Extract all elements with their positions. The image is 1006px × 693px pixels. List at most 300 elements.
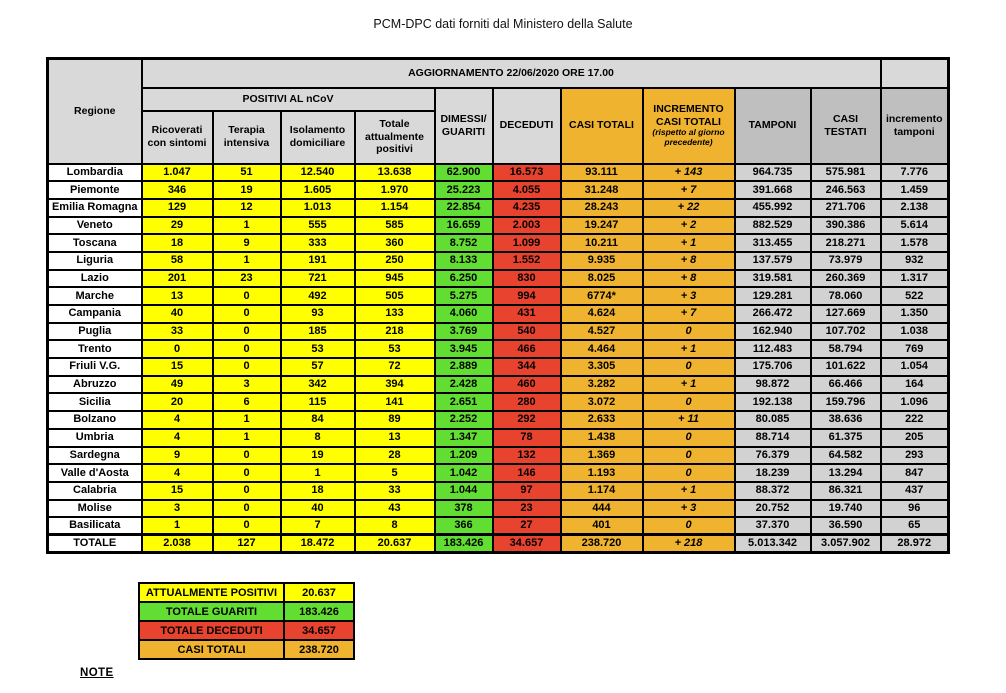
deceduti-cell: 466 bbox=[493, 340, 561, 358]
isolamento-cell: 40 bbox=[281, 500, 355, 518]
region-cell: TOTALE bbox=[48, 535, 142, 553]
incremento-casi-cell: + 8 bbox=[643, 270, 735, 288]
dimessi-guariti-cell: 2.252 bbox=[435, 411, 493, 429]
table-row bbox=[48, 181, 949, 199]
totale-positivi-cell: 28 bbox=[355, 447, 435, 465]
incremento-tamponi-cell: 1.317 bbox=[881, 270, 949, 288]
summary-label: TOTALE DECEDUTI bbox=[139, 621, 284, 640]
column-header-incremento-casi-totali bbox=[643, 88, 735, 164]
summary-label: TOTALE GUARITI bbox=[139, 602, 284, 621]
ricoverati-cell: 20 bbox=[142, 393, 213, 411]
incremento-casi-cell: + 1 bbox=[643, 376, 735, 394]
deceduti-cell: 34.657 bbox=[493, 535, 561, 553]
incremento-tamponi-cell: 1.459 bbox=[881, 181, 949, 199]
casi-testati-cell: 3.057.902 bbox=[811, 535, 881, 553]
ricoverati-cell: 1 bbox=[142, 517, 213, 535]
table-row bbox=[48, 340, 949, 358]
deceduti-cell: 16.573 bbox=[493, 164, 561, 182]
table-row bbox=[48, 217, 949, 235]
incremento-casi-cell: 0 bbox=[643, 323, 735, 341]
casi-totali-cell: 8.025 bbox=[561, 270, 643, 288]
totale-positivi-cell: 1.970 bbox=[355, 181, 435, 199]
incremento-tamponi-cell: 293 bbox=[881, 447, 949, 465]
terapia-intensiva-cell: 0 bbox=[213, 340, 281, 358]
totale-positivi-cell: 505 bbox=[355, 287, 435, 305]
summary-row bbox=[139, 621, 354, 640]
region-cell: Sardegna bbox=[48, 447, 142, 465]
incremento-casi-cell: + 1 bbox=[643, 234, 735, 252]
table-row bbox=[48, 164, 949, 182]
tamponi-cell: 455.992 bbox=[735, 199, 811, 217]
region-cell: Puglia bbox=[48, 323, 142, 341]
dimessi-guariti-cell: 5.275 bbox=[435, 287, 493, 305]
ricoverati-cell: 1.047 bbox=[142, 164, 213, 182]
incremento-tamponi-cell: 932 bbox=[881, 252, 949, 270]
isolamento-cell: 57 bbox=[281, 358, 355, 376]
column-group-positivi: POSITIVI AL nCoV bbox=[142, 88, 435, 111]
incremento-tamponi-cell: 5.614 bbox=[881, 217, 949, 235]
incremento-casi-cell: + 3 bbox=[643, 500, 735, 518]
casi-totali-cell: 3.282 bbox=[561, 376, 643, 394]
incremento-tamponi-cell: 1.350 bbox=[881, 305, 949, 323]
tamponi-cell: 112.483 bbox=[735, 340, 811, 358]
terapia-intensiva-cell: 1 bbox=[213, 429, 281, 447]
region-cell: Friuli V.G. bbox=[48, 358, 142, 376]
table-row bbox=[48, 287, 949, 305]
casi-testati-cell: 260.369 bbox=[811, 270, 881, 288]
ricoverati-cell: 0 bbox=[142, 340, 213, 358]
table-row bbox=[48, 376, 949, 394]
table-row bbox=[48, 393, 949, 411]
terapia-intensiva-cell: 12 bbox=[213, 199, 281, 217]
table-row bbox=[48, 429, 949, 447]
totale-positivi-cell: 13.638 bbox=[355, 164, 435, 182]
incremento-header-label: INCREMENTO CASI TOTALI bbox=[653, 103, 724, 128]
isolamento-cell: 555 bbox=[281, 217, 355, 235]
terapia-intensiva-cell: 1 bbox=[213, 217, 281, 235]
region-cell: Sicilia bbox=[48, 393, 142, 411]
totale-positivi-cell: 133 bbox=[355, 305, 435, 323]
tamponi-cell: 5.013.342 bbox=[735, 535, 811, 553]
casi-testati-cell: 271.706 bbox=[811, 199, 881, 217]
incremento-casi-cell: + 1 bbox=[643, 482, 735, 500]
totale-positivi-cell: 585 bbox=[355, 217, 435, 235]
ricoverati-cell: 4 bbox=[142, 464, 213, 482]
ricoverati-cell: 4 bbox=[142, 411, 213, 429]
isolamento-cell: 492 bbox=[281, 287, 355, 305]
tamponi-cell: 18.239 bbox=[735, 464, 811, 482]
dimessi-guariti-cell: 183.426 bbox=[435, 535, 493, 553]
dimessi-guariti-cell: 8.133 bbox=[435, 252, 493, 270]
isolamento-cell: 18.472 bbox=[281, 535, 355, 553]
isolamento-cell: 333 bbox=[281, 234, 355, 252]
casi-testati-cell: 58.794 bbox=[811, 340, 881, 358]
incremento-tamponi-cell: 522 bbox=[881, 287, 949, 305]
totale-positivi-cell: 218 bbox=[355, 323, 435, 341]
dimessi-guariti-cell: 1.209 bbox=[435, 447, 493, 465]
incremento-tamponi-cell: 96 bbox=[881, 500, 949, 518]
incremento-tamponi-cell: 769 bbox=[881, 340, 949, 358]
region-cell: Abruzzo bbox=[48, 376, 142, 394]
table-row bbox=[48, 482, 949, 500]
tamponi-cell: 80.085 bbox=[735, 411, 811, 429]
terapia-intensiva-cell: 0 bbox=[213, 500, 281, 518]
casi-testati-cell: 66.466 bbox=[811, 376, 881, 394]
summary-value: 20.637 bbox=[284, 583, 354, 602]
casi-testati-cell: 78.060 bbox=[811, 287, 881, 305]
isolamento-cell: 19 bbox=[281, 447, 355, 465]
table-row bbox=[48, 517, 949, 535]
terapia-intensiva-cell: 0 bbox=[213, 447, 281, 465]
dimessi-guariti-cell: 6.250 bbox=[435, 270, 493, 288]
casi-totali-cell: 4.624 bbox=[561, 305, 643, 323]
header-row-groups bbox=[48, 88, 949, 111]
totale-positivi-cell: 141 bbox=[355, 393, 435, 411]
casi-totali-cell: 6774* bbox=[561, 287, 643, 305]
deceduti-cell: 1.099 bbox=[493, 234, 561, 252]
tamponi-cell: 88.372 bbox=[735, 482, 811, 500]
table-row bbox=[48, 411, 949, 429]
casi-testati-cell: 19.740 bbox=[811, 500, 881, 518]
dimessi-guariti-cell: 4.060 bbox=[435, 305, 493, 323]
region-cell: Piemonte bbox=[48, 181, 142, 199]
deceduti-cell: 146 bbox=[493, 464, 561, 482]
table-row bbox=[48, 464, 949, 482]
summary-table bbox=[138, 582, 355, 660]
totale-positivi-cell: 945 bbox=[355, 270, 435, 288]
ricoverati-cell: 3 bbox=[142, 500, 213, 518]
casi-testati-cell: 101.622 bbox=[811, 358, 881, 376]
column-header-deceduti: DECEDUTI bbox=[493, 88, 561, 164]
incremento-casi-cell: 0 bbox=[643, 447, 735, 465]
casi-totali-cell: 31.248 bbox=[561, 181, 643, 199]
isolamento-cell: 185 bbox=[281, 323, 355, 341]
region-cell: Valle d'Aosta bbox=[48, 464, 142, 482]
terapia-intensiva-cell: 127 bbox=[213, 535, 281, 553]
table-row bbox=[48, 447, 949, 465]
region-cell: Trento bbox=[48, 340, 142, 358]
casi-totali-cell: 19.247 bbox=[561, 217, 643, 235]
incremento-tamponi-cell: 1.578 bbox=[881, 234, 949, 252]
dimessi-guariti-cell: 16.659 bbox=[435, 217, 493, 235]
isolamento-cell: 18 bbox=[281, 482, 355, 500]
isolamento-cell: 721 bbox=[281, 270, 355, 288]
incremento-tamponi-cell: 28.972 bbox=[881, 535, 949, 553]
totale-positivi-cell: 250 bbox=[355, 252, 435, 270]
tamponi-cell: 162.940 bbox=[735, 323, 811, 341]
dimessi-guariti-cell: 1.044 bbox=[435, 482, 493, 500]
dimessi-guariti-cell: 2.428 bbox=[435, 376, 493, 394]
table-row bbox=[48, 252, 949, 270]
casi-testati-cell: 61.375 bbox=[811, 429, 881, 447]
region-cell: Molise bbox=[48, 500, 142, 518]
deceduti-cell: 132 bbox=[493, 447, 561, 465]
terapia-intensiva-cell: 0 bbox=[213, 358, 281, 376]
column-header-regione: Regione bbox=[48, 59, 142, 164]
summary-row bbox=[139, 583, 354, 602]
casi-totali-cell: 3.305 bbox=[561, 358, 643, 376]
table-row bbox=[48, 500, 949, 518]
terapia-intensiva-cell: 0 bbox=[213, 305, 281, 323]
incremento-tamponi-cell: 65 bbox=[881, 517, 949, 535]
terapia-intensiva-cell: 1 bbox=[213, 252, 281, 270]
casi-totali-cell: 93.111 bbox=[561, 164, 643, 182]
column-header-isolamento: Isolamento domiciliare bbox=[281, 111, 355, 164]
incremento-tamponi-cell: 2.138 bbox=[881, 199, 949, 217]
incremento-casi-cell: 0 bbox=[643, 464, 735, 482]
incremento-casi-cell: + 2 bbox=[643, 217, 735, 235]
dimessi-guariti-cell: 22.854 bbox=[435, 199, 493, 217]
table-row bbox=[48, 270, 949, 288]
terapia-intensiva-cell: 0 bbox=[213, 517, 281, 535]
table-row bbox=[48, 234, 949, 252]
incremento-tamponi-cell: 222 bbox=[881, 411, 949, 429]
tamponi-cell: 129.281 bbox=[735, 287, 811, 305]
table-update-banner: AGGIORNAMENTO 22/06/2020 ORE 17.00 bbox=[142, 59, 881, 88]
incremento-casi-cell: + 7 bbox=[643, 305, 735, 323]
region-cell: Umbria bbox=[48, 429, 142, 447]
totale-positivi-cell: 394 bbox=[355, 376, 435, 394]
incremento-tamponi-cell: 205 bbox=[881, 429, 949, 447]
terapia-intensiva-cell: 0 bbox=[213, 482, 281, 500]
totale-positivi-cell: 89 bbox=[355, 411, 435, 429]
tamponi-cell: 76.379 bbox=[735, 447, 811, 465]
incremento-casi-cell: + 7 bbox=[643, 181, 735, 199]
deceduti-cell: 1.552 bbox=[493, 252, 561, 270]
totale-positivi-cell: 360 bbox=[355, 234, 435, 252]
region-cell: Bolzano bbox=[48, 411, 142, 429]
casi-totali-cell: 4.527 bbox=[561, 323, 643, 341]
isolamento-cell: 12.540 bbox=[281, 164, 355, 182]
tamponi-cell: 391.668 bbox=[735, 181, 811, 199]
totale-positivi-cell: 13 bbox=[355, 429, 435, 447]
ricoverati-cell: 4 bbox=[142, 429, 213, 447]
totale-positivi-cell: 20.637 bbox=[355, 535, 435, 553]
casi-testati-cell: 390.386 bbox=[811, 217, 881, 235]
incremento-casi-cell: 0 bbox=[643, 517, 735, 535]
tamponi-cell: 964.735 bbox=[735, 164, 811, 182]
region-cell: Lombardia bbox=[48, 164, 142, 182]
ricoverati-cell: 13 bbox=[142, 287, 213, 305]
ricoverati-cell: 2.038 bbox=[142, 535, 213, 553]
isolamento-cell: 93 bbox=[281, 305, 355, 323]
casi-testati-cell: 107.702 bbox=[811, 323, 881, 341]
region-cell: Calabria bbox=[48, 482, 142, 500]
totale-row bbox=[48, 535, 949, 553]
ricoverati-cell: 29 bbox=[142, 217, 213, 235]
dimessi-guariti-cell: 1.347 bbox=[435, 429, 493, 447]
casi-totali-cell: 4.464 bbox=[561, 340, 643, 358]
note-link[interactable]: NOTE bbox=[80, 667, 114, 679]
deceduti-cell: 830 bbox=[493, 270, 561, 288]
totale-positivi-cell: 1.154 bbox=[355, 199, 435, 217]
isolamento-cell: 1 bbox=[281, 464, 355, 482]
ricoverati-cell: 201 bbox=[142, 270, 213, 288]
column-header-casi-totali: CASI TOTALI bbox=[561, 88, 643, 164]
casi-totali-cell: 3.072 bbox=[561, 393, 643, 411]
terapia-intensiva-cell: 0 bbox=[213, 464, 281, 482]
terapia-intensiva-cell: 0 bbox=[213, 323, 281, 341]
deceduti-cell: 280 bbox=[493, 393, 561, 411]
terapia-intensiva-cell: 6 bbox=[213, 393, 281, 411]
table-row bbox=[48, 199, 949, 217]
dimessi-guariti-cell: 2.651 bbox=[435, 393, 493, 411]
deceduti-cell: 2.003 bbox=[493, 217, 561, 235]
dimessi-guariti-cell: 3.769 bbox=[435, 323, 493, 341]
totale-positivi-cell: 72 bbox=[355, 358, 435, 376]
tamponi-cell: 37.370 bbox=[735, 517, 811, 535]
terapia-intensiva-cell: 1 bbox=[213, 411, 281, 429]
incremento-casi-cell: + 1 bbox=[643, 340, 735, 358]
deceduti-cell: 431 bbox=[493, 305, 561, 323]
casi-testati-cell: 127.669 bbox=[811, 305, 881, 323]
region-cell: Lazio bbox=[48, 270, 142, 288]
totale-positivi-cell: 53 bbox=[355, 340, 435, 358]
tamponi-cell: 88.714 bbox=[735, 429, 811, 447]
incremento-casi-cell: + 8 bbox=[643, 252, 735, 270]
isolamento-cell: 7 bbox=[281, 517, 355, 535]
region-cell: Toscana bbox=[48, 234, 142, 252]
incremento-casi-cell: + 11 bbox=[643, 411, 735, 429]
region-cell: Campania bbox=[48, 305, 142, 323]
terapia-intensiva-cell: 51 bbox=[213, 164, 281, 182]
incremento-casi-cell: + 3 bbox=[643, 287, 735, 305]
totale-positivi-cell: 43 bbox=[355, 500, 435, 518]
covid-regional-table bbox=[46, 57, 950, 554]
deceduti-cell: 540 bbox=[493, 323, 561, 341]
ricoverati-cell: 33 bbox=[142, 323, 213, 341]
terapia-intensiva-cell: 9 bbox=[213, 234, 281, 252]
casi-testati-cell: 73.979 bbox=[811, 252, 881, 270]
column-header-casi-testati: CASI TESTATI bbox=[811, 88, 881, 164]
casi-totali-cell: 10.211 bbox=[561, 234, 643, 252]
region-cell: Emilia Romagna bbox=[48, 199, 142, 217]
incremento-casi-cell: 0 bbox=[643, 429, 735, 447]
deceduti-cell: 460 bbox=[493, 376, 561, 394]
deceduti-cell: 23 bbox=[493, 500, 561, 518]
casi-testati-cell: 575.981 bbox=[811, 164, 881, 182]
casi-totali-cell: 238.720 bbox=[561, 535, 643, 553]
summary-value: 183.426 bbox=[284, 602, 354, 621]
ricoverati-cell: 40 bbox=[142, 305, 213, 323]
dimessi-guariti-cell: 8.752 bbox=[435, 234, 493, 252]
isolamento-cell: 53 bbox=[281, 340, 355, 358]
totale-positivi-cell: 5 bbox=[355, 464, 435, 482]
tamponi-cell: 137.579 bbox=[735, 252, 811, 270]
dimessi-guariti-cell: 378 bbox=[435, 500, 493, 518]
tamponi-cell: 175.706 bbox=[735, 358, 811, 376]
casi-testati-cell: 64.582 bbox=[811, 447, 881, 465]
casi-testati-cell: 218.271 bbox=[811, 234, 881, 252]
summary-label: CASI TOTALI bbox=[139, 640, 284, 659]
casi-totali-cell: 9.935 bbox=[561, 252, 643, 270]
isolamento-cell: 1.013 bbox=[281, 199, 355, 217]
casi-testati-cell: 246.563 bbox=[811, 181, 881, 199]
summary-label: ATTUALMENTE POSITIVI bbox=[139, 583, 284, 602]
ricoverati-cell: 15 bbox=[142, 482, 213, 500]
incremento-tamponi-cell: 7.776 bbox=[881, 164, 949, 182]
incremento-casi-cell: 0 bbox=[643, 358, 735, 376]
column-header-incremento-tamponi: incremento tamponi bbox=[881, 88, 949, 164]
summary-row bbox=[139, 602, 354, 621]
incremento-header-note: (rispetto al giorno precedente) bbox=[652, 127, 725, 148]
tamponi-cell: 319.581 bbox=[735, 270, 811, 288]
incremento-tamponi-cell: 164 bbox=[881, 376, 949, 394]
incremento-casi-cell: 0 bbox=[643, 393, 735, 411]
incremento-tamponi-cell: 1.096 bbox=[881, 393, 949, 411]
isolamento-cell: 191 bbox=[281, 252, 355, 270]
terapia-intensiva-cell: 23 bbox=[213, 270, 281, 288]
tamponi-cell: 192.138 bbox=[735, 393, 811, 411]
column-header-totale-positivi: Totale attualmente positivi bbox=[355, 111, 435, 164]
terapia-intensiva-cell: 0 bbox=[213, 287, 281, 305]
summary-row bbox=[139, 640, 354, 659]
deceduti-cell: 97 bbox=[493, 482, 561, 500]
casi-testati-cell: 36.590 bbox=[811, 517, 881, 535]
column-header-terapia-intensiva: Terapia intensiva bbox=[213, 111, 281, 164]
dimessi-guariti-cell: 25.223 bbox=[435, 181, 493, 199]
casi-totali-cell: 2.633 bbox=[561, 411, 643, 429]
deceduti-cell: 4.055 bbox=[493, 181, 561, 199]
dimessi-guariti-cell: 1.042 bbox=[435, 464, 493, 482]
ricoverati-cell: 18 bbox=[142, 234, 213, 252]
tamponi-cell: 20.752 bbox=[735, 500, 811, 518]
column-header-ricoverati: Ricoverati con sintomi bbox=[142, 111, 213, 164]
terapia-intensiva-cell: 3 bbox=[213, 376, 281, 394]
ricoverati-cell: 129 bbox=[142, 199, 213, 217]
dimessi-guariti-cell: 62.900 bbox=[435, 164, 493, 182]
summary-value: 238.720 bbox=[284, 640, 354, 659]
column-header-tamponi: TAMPONI bbox=[735, 88, 811, 164]
deceduti-cell: 78 bbox=[493, 429, 561, 447]
deceduti-cell: 344 bbox=[493, 358, 561, 376]
incremento-tamponi-cell: 1.054 bbox=[881, 358, 949, 376]
dimessi-guariti-cell: 366 bbox=[435, 517, 493, 535]
table-row bbox=[48, 323, 949, 341]
isolamento-cell: 84 bbox=[281, 411, 355, 429]
totale-positivi-cell: 8 bbox=[355, 517, 435, 535]
incremento-casi-cell: + 218 bbox=[643, 535, 735, 553]
ricoverati-cell: 58 bbox=[142, 252, 213, 270]
deceduti-cell: 994 bbox=[493, 287, 561, 305]
casi-testati-cell: 159.796 bbox=[811, 393, 881, 411]
casi-totali-cell: 1.193 bbox=[561, 464, 643, 482]
casi-totali-cell: 1.438 bbox=[561, 429, 643, 447]
deceduti-cell: 4.235 bbox=[493, 199, 561, 217]
casi-totali-cell: 444 bbox=[561, 500, 643, 518]
summary-value: 34.657 bbox=[284, 621, 354, 640]
ricoverati-cell: 9 bbox=[142, 447, 213, 465]
incremento-tamponi-cell: 437 bbox=[881, 482, 949, 500]
column-header-dimessi-guariti: DIMESSI/ GUARITI bbox=[435, 88, 493, 164]
ricoverati-cell: 346 bbox=[142, 181, 213, 199]
dimessi-guariti-cell: 3.945 bbox=[435, 340, 493, 358]
terapia-intensiva-cell: 19 bbox=[213, 181, 281, 199]
ricoverati-cell: 49 bbox=[142, 376, 213, 394]
isolamento-cell: 342 bbox=[281, 376, 355, 394]
region-cell: Liguria bbox=[48, 252, 142, 270]
ricoverati-cell: 15 bbox=[142, 358, 213, 376]
incremento-tamponi-cell: 847 bbox=[881, 464, 949, 482]
casi-testati-cell: 86.321 bbox=[811, 482, 881, 500]
banner-empty-cell bbox=[881, 59, 949, 88]
casi-totali-cell: 28.243 bbox=[561, 199, 643, 217]
incremento-casi-cell: + 22 bbox=[643, 199, 735, 217]
region-cell: Basilicata bbox=[48, 517, 142, 535]
incremento-casi-cell: + 143 bbox=[643, 164, 735, 182]
isolamento-cell: 115 bbox=[281, 393, 355, 411]
deceduti-cell: 292 bbox=[493, 411, 561, 429]
